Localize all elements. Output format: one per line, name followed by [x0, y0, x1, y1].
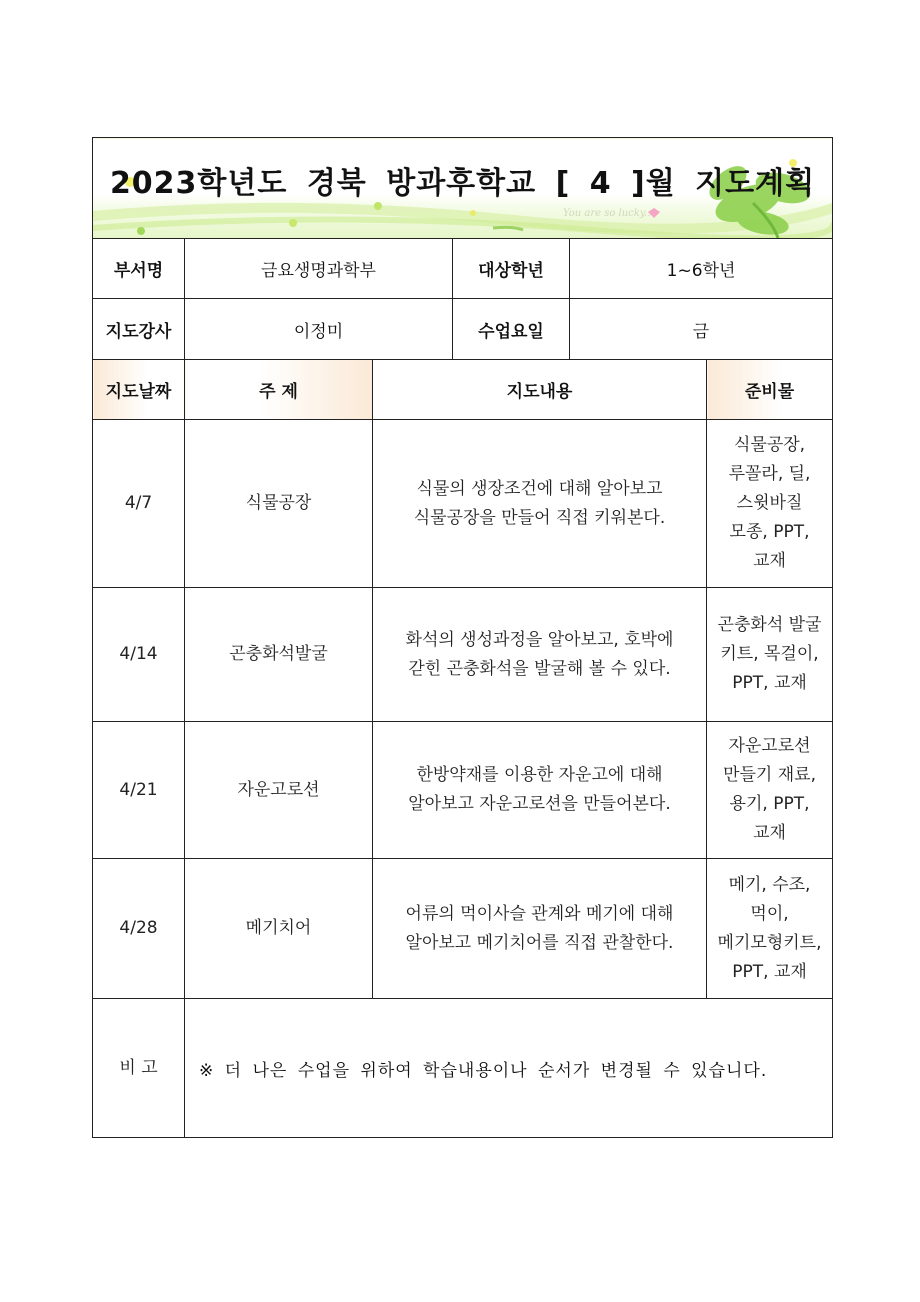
- row-topic: 자운고로션: [185, 722, 373, 859]
- day-value: 금: [570, 299, 833, 360]
- row-topic: 곤충화석발굴: [185, 588, 373, 722]
- table-row: [93, 722, 833, 859]
- target-value: 1~6학년: [570, 239, 833, 299]
- header-date: 지도날짜: [93, 360, 185, 420]
- row-date: 4/7: [93, 420, 185, 588]
- table-row: [93, 588, 833, 722]
- remarks-text: ※ 더 나은 수업을 위하여 학습내용이나 순서가 변경될 수 있습니다.: [185, 999, 833, 1138]
- day-label: 수업요일: [453, 299, 570, 360]
- table-row: [93, 859, 833, 999]
- department-label: 부서명: [93, 239, 185, 299]
- row-date: 4/14: [93, 588, 185, 722]
- row-topic: 식물공장: [185, 420, 373, 588]
- row-content: 화석의 생성과정을 알아보고, 호박에 갇힌 곤충화석을 발굴해 볼 수 있다.: [373, 588, 707, 722]
- table-row: [93, 420, 833, 588]
- instructor-label: 지도강사: [93, 299, 185, 360]
- row-content: 한방약재를 이용한 자운고에 대해 알아보고 자운고로션을 만들어본다.: [373, 722, 707, 859]
- row-content: 어류의 먹이사슬 관계와 메기에 대해 알아보고 메기치어를 직접 관찰한다.: [373, 859, 707, 999]
- row-materials: 곤충화석 발굴 키트, 목걸이, PPT, 교재: [707, 588, 833, 722]
- page-title: 2023학년도 경북 방과후학교 [ 4 ]월 지도계획: [109, 166, 816, 201]
- header-materials: 준비물: [707, 360, 833, 420]
- header-topic: 주 제: [185, 360, 373, 420]
- decoration-text: You are so lucky..: [563, 208, 651, 219]
- remarks-label: 비 고: [93, 999, 185, 1138]
- row-materials: 식물공장, 루꼴라, 딜, 스윗바질 모종, PPT, 교재: [707, 420, 833, 588]
- header-content: 지도내용: [373, 360, 707, 420]
- title-banner: [93, 138, 833, 239]
- instructor-value: 이정미: [185, 299, 453, 360]
- row-materials: 자운고로션 만들기 재료, 용기, PPT, 교재: [707, 722, 833, 859]
- department-value: 금요생명과학부: [185, 239, 453, 299]
- row-topic: 메기치어: [185, 859, 373, 999]
- target-label: 대상학년: [453, 239, 570, 299]
- row-date: 4/28: [93, 859, 185, 999]
- row-materials: 메기, 수조, 먹이, 메기모형키트, PPT, 교재: [707, 859, 833, 999]
- monthly-plan-table: [92, 137, 833, 1138]
- row-content: 식물의 생장조건에 대해 알아보고 식물공장을 만들어 직접 키워본다.: [373, 420, 707, 588]
- row-date: 4/21: [93, 722, 185, 859]
